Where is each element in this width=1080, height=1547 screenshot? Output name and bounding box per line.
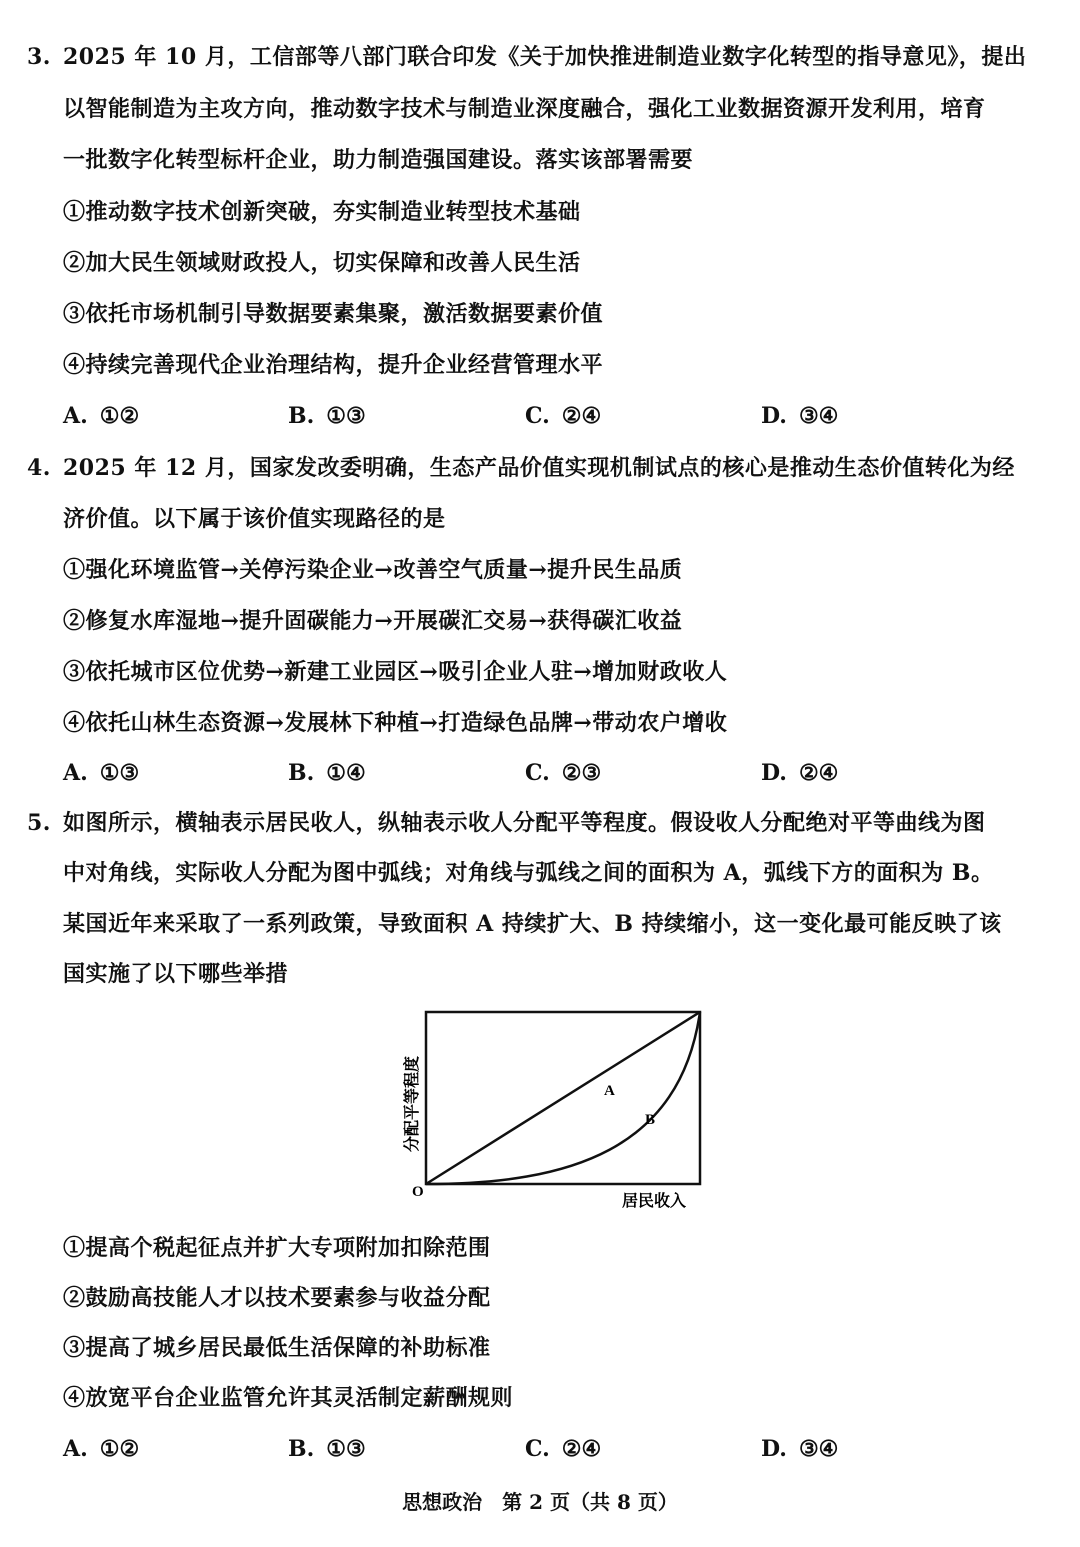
q5-option-c[interactable]: C. ②④ [525, 1436, 602, 1462]
q3-number: 3. [27, 44, 51, 70]
page-footer: 思想政治 第 2 页（共 8 页） [402, 1490, 678, 1514]
q4-option-a[interactable]: A. ①③ [63, 760, 140, 786]
q3-item-2: ②加大民生领域财政投人，切实保障和改善人民生活 [63, 250, 581, 276]
q3-options [63, 401, 883, 431]
q3-option-c[interactable]: C. ②④ [525, 403, 602, 429]
income-distribution-figure [390, 1000, 720, 1220]
q4-number: 4. [27, 455, 51, 481]
q5-item-4: ④放宽平台企业监管允许其灵活制定薪酬规则 [63, 1385, 514, 1411]
q5-option-d[interactable]: D. ③④ [761, 1436, 839, 1462]
q5-stem-line-2: 中对角线，实际收人分配为图中弧线；对角线与弧线之间的面积为 A，弧线下方的面积为 B。 [63, 860, 994, 886]
q5-option-b[interactable]: B. ①③ [288, 1436, 366, 1462]
q5-item-1: ①提高个税起征点并扩大专项附加扣除范围 [63, 1235, 491, 1261]
figure-svg [390, 1000, 720, 1220]
x-axis-label: 居民收入 [622, 1191, 687, 1210]
q4-item-4: ④依托山林生态资源→发展林下种植→打造绿色品牌→带动农户增收 [63, 710, 728, 736]
q4-option-c[interactable]: C. ②③ [525, 760, 602, 786]
q4-stem-line-1: 4. 2025 年 12 月，国家发改委明确，生态产品价值实现机制试点的核心是推动生态价值转化为经 [27, 455, 1015, 481]
q5-number: 5. [27, 810, 51, 836]
origin-label: O [412, 1184, 424, 1200]
q4-item-1: ①强化环境监管→关停污染企业→改善空气质量→提升民生品质 [63, 557, 683, 583]
q5-option-a[interactable]: A. ①② [63, 1436, 140, 1462]
q5-item-3: ③提高了城乡居民最低生活保障的补助标准 [63, 1335, 491, 1361]
q5-stem-line-3: 某国近年来采取了一系列政策，导致面积 A 持续扩大、B 持续缩小，这一变化最可能反映了该 [63, 911, 1002, 937]
q3-item-1: ①推动数字技术创新突破，夯实制造业转型技术基础 [63, 199, 581, 225]
q5-options [63, 1434, 883, 1464]
q4-option-d[interactable]: D. ②④ [761, 760, 839, 786]
q3-option-b[interactable]: B. ①③ [288, 403, 366, 429]
q3-item-3: ③依托市场机制引导数据要素集聚，激活数据要素价值 [63, 301, 604, 327]
q5-stem-line-1: 5. 如图所示，横轴表示居民收人，纵轴表示收人分配平等程度。假设收人分配绝对平等曲线为图 [27, 810, 986, 836]
q5-item-2: ②鼓励高技能人才以技术要素参与收益分配 [63, 1285, 491, 1311]
q3-option-d[interactable]: D. ③④ [761, 403, 839, 429]
area-a-label: A [604, 1083, 615, 1099]
q4-stem-line-2: 济价值。以下属于该价值实现路径的是 [63, 506, 446, 532]
q3-stem-line-1: 3. 2025 年 10 月，工信部等八部门联合印发《关于加快推进制造业数字化转型的指导意见》，提出 [27, 44, 1027, 70]
q4-item-3: ③依托城市区位优势→新建工业园区→吸引企业人驻→增加财政收人 [63, 659, 728, 685]
q4-item-2: ②修复水库湿地→提升固碳能力→开展碳汇交易→获得碳汇收益 [63, 608, 683, 634]
q5-stem-line-4: 国实施了以下哪些举措 [63, 961, 289, 987]
equality-diagonal [426, 1012, 700, 1184]
q3-stem-line-2: 以智能制造为主攻方向，推动数字技术与制造业深度融合，强化工业数据资源开发利用，培育 [63, 96, 986, 122]
q3-item-4: ④持续完善现代企业治理结构，提升企业经营管理水平 [63, 352, 604, 378]
q4-option-b[interactable]: B. ①④ [288, 760, 366, 786]
y-axis-label: 分配平等程度 [402, 1055, 421, 1152]
q3-option-a[interactable]: A. ①② [63, 403, 140, 429]
q3-stem-line-3: 一批数字化转型标杆企业，助力制造强国建设。落实该部署需要 [63, 147, 694, 173]
area-b-label: B [645, 1112, 656, 1128]
q4-options [63, 758, 883, 788]
